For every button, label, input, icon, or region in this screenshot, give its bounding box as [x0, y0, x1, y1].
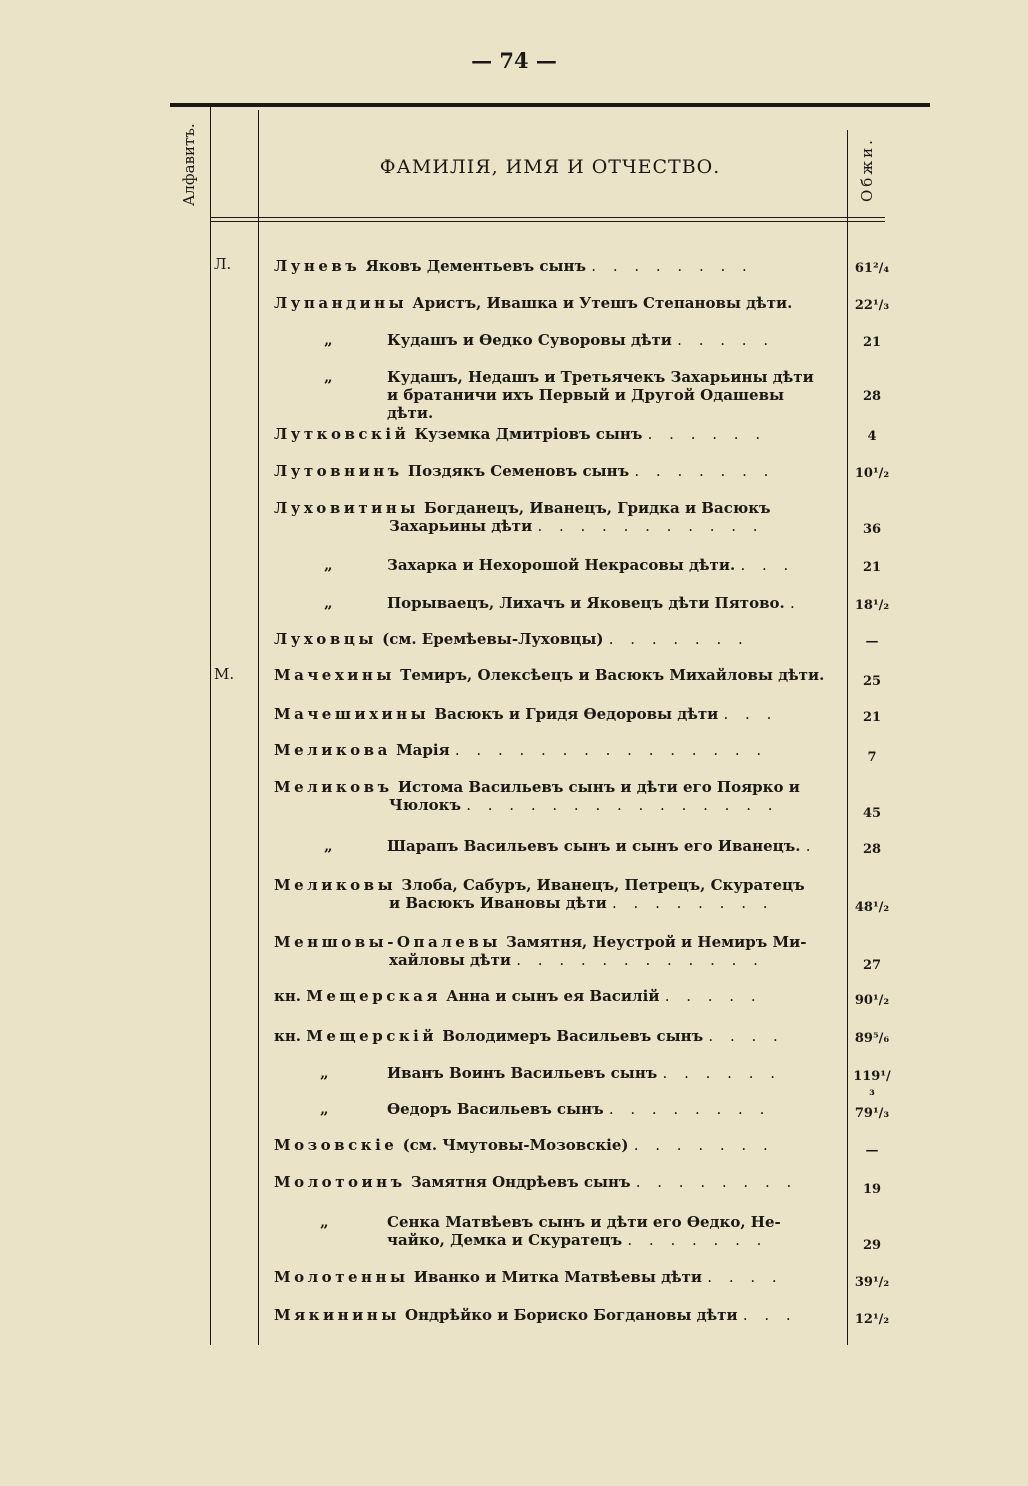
entry-surname: Лутовнинъ [274, 462, 403, 480]
entry-dots: . . . . . . . [634, 462, 775, 480]
entry-volume: 18¹/₂ [854, 598, 890, 613]
entry-volume: 12¹/₂ [854, 1312, 890, 1327]
entry-row [274, 705, 834, 723]
alphabet-letter: Л. [214, 255, 232, 273]
entry-volume: 45 [862, 806, 882, 821]
entry-volume: 48¹/₂ [854, 900, 890, 915]
entry-row [274, 1064, 834, 1082]
entry-volume: 4 [867, 429, 877, 444]
entry-volume: 25 [862, 674, 882, 689]
entry-volume: 89⁵/₆ [854, 1031, 890, 1046]
entry-volume: 21 [862, 560, 882, 575]
column-divider-alphabet [210, 107, 211, 1345]
entry-text: Ондрѣйко и Бориско Богдановы дѣти [405, 1306, 738, 1324]
entry-row [274, 425, 834, 443]
entry-text: Сенка Матвѣевъ сынъ и дѣти его Ѳедко, Не- [387, 1213, 781, 1231]
entry-text: Злоба, Сабуръ, Иванецъ, Петрецъ, Скуратецъ [401, 876, 805, 894]
entry-surname: Меншовы-Опалевы [274, 933, 501, 951]
entry-row [274, 594, 834, 612]
entry-surname: Меликова [274, 741, 391, 759]
entry-row [274, 630, 834, 648]
entry-text: (см. Еремѣевы-Луховцы) [382, 630, 604, 648]
entry-row [274, 1100, 834, 1118]
entry-dots: . [805, 837, 817, 855]
ditto-mark: „ [324, 368, 333, 386]
entry-text: Порываецъ, Лихачъ и Яковецъ дѣти Пятово. [387, 594, 785, 612]
entry-dots: . . . . [707, 1268, 783, 1286]
entry-row [274, 1027, 834, 1045]
entry-surname: Мачешихины [274, 705, 430, 723]
entry-surname: Мачехины [274, 666, 395, 684]
entry-volume: 28 [862, 842, 882, 857]
entry-text: Ѳедоръ Васильевъ сынъ [387, 1100, 604, 1118]
entry-text: Аристъ, Ивашка и Утешъ Степановы дѣти. [412, 294, 793, 312]
entry-volume: 10¹/₂ [854, 466, 890, 481]
entry-row [274, 778, 834, 814]
entry-dots: . . . . . . . [627, 1231, 768, 1249]
entry-dots: . . . . . . . . [608, 1100, 771, 1118]
entry-dots: . . . [742, 1306, 797, 1324]
entry-row [274, 1213, 834, 1249]
entry-surname: Мещерскій [306, 1027, 437, 1045]
entry-volume: — [865, 634, 879, 649]
entry-row [274, 1173, 834, 1191]
entry-surname: Луховцы [274, 630, 377, 648]
entry-row [274, 876, 834, 912]
entry-dots: . . . . . . . . . . . [537, 517, 764, 535]
ditto-mark: „ [324, 556, 333, 574]
entry-volume: 21 [862, 335, 882, 350]
entry-dots: . . . . . . . . . . . . . . . [466, 796, 779, 814]
entry-row [274, 331, 834, 349]
entry-row [274, 837, 834, 855]
entry-dots: . . . . . . . . . . . . [516, 951, 764, 969]
column-divider-volume [847, 130, 848, 1345]
entry-surname: Лутковскій [274, 425, 410, 443]
entry-surname: Молотоинъ [274, 1173, 406, 1191]
entry-text: Иванъ Воинъ Васильевъ сынъ [387, 1064, 658, 1082]
entry-volume: 61²/₄ [854, 261, 890, 276]
entry-text: Богданецъ, Иванецъ, Гридка и Васюкъ [424, 499, 771, 517]
header-alphabet: Алфавитъ. [180, 123, 198, 207]
entry-text: Марія [396, 741, 450, 759]
entry-volume: 29 [862, 1238, 882, 1253]
entry-dots: . . . . . . [647, 425, 767, 443]
ditto-mark: „ [324, 594, 333, 612]
entry-text: Захарка и Нехорошой Некрасовы дѣти. [387, 556, 736, 574]
top-rule [170, 103, 930, 107]
entry-text: Куземка Дмитріовъ сынъ [414, 425, 643, 443]
entry-text: Замятня, Неустрой и Немиръ Ми- [506, 933, 807, 951]
entry-volume: 28 [862, 389, 882, 404]
entry-row [274, 666, 834, 684]
entry-surname: Мозовскіе [274, 1136, 398, 1154]
entry-text: Васюкъ и Гридя Ѳедоровы дѣти [434, 705, 719, 723]
entry-volume: 19 [862, 1182, 882, 1197]
entry-text-continued: и братаничи ихъ Первый и Другой Одашевы дѣти. [387, 386, 785, 422]
entry-dots: . . . . . . . . [635, 1173, 798, 1191]
entry-text-continued: хайловы дѣти [389, 951, 512, 969]
entry-row [274, 368, 834, 422]
entry-dots: . . . . [708, 1027, 784, 1045]
alphabet-letter: М. [214, 665, 235, 683]
ditto-mark: „ [320, 1064, 329, 1082]
entry-dots: . . . . . . . . . . . . . . . [454, 741, 768, 759]
entry-prefix: кн. [274, 1027, 302, 1045]
entry-text: Володимеръ Васильевъ сынъ [442, 1027, 704, 1045]
entry-prefix: кн. [274, 987, 302, 1005]
entry-text: Темиръ, Олексѣецъ и Васюкъ Михайловы дѣти. [400, 666, 825, 684]
entry-text: Кудашъ, Недашъ и Третьячекъ Захарьины дѣти [387, 368, 814, 386]
entry-row [274, 1136, 834, 1154]
entry-dots: . . . . . . . . [612, 894, 774, 912]
ditto-mark: „ [324, 837, 333, 855]
entry-surname: Молотенны [274, 1268, 409, 1286]
page-number: — 74 — [471, 48, 557, 73]
entry-text-continued: и Васюкъ Ивановы дѣти [389, 894, 607, 912]
ditto-mark: „ [320, 1100, 329, 1118]
entry-surname: Луневъ [274, 257, 361, 275]
entry-volume: 36 [862, 522, 882, 537]
entry-row [274, 933, 834, 969]
header-volume: Обжи. [858, 137, 876, 202]
entry-dots: . . . . . [677, 331, 775, 349]
entry-row [274, 556, 834, 574]
entry-volume: 7 [867, 750, 877, 765]
entry-volume: 22¹/₃ [854, 298, 890, 313]
entry-surname: Меликовъ [274, 778, 393, 796]
entry-text: Кудашъ и Ѳедко Суворовы дѣти [387, 331, 672, 349]
header-rule [210, 217, 885, 222]
entry-text: Поздякъ Семеновъ сынъ [407, 462, 630, 480]
entry-surname: Меликовы [274, 876, 397, 894]
entry-text: Замятня Ондрѣевъ сынъ [410, 1173, 631, 1191]
entry-row [274, 1268, 834, 1286]
entry-text: Яковъ Дементьевъ сынъ [365, 257, 587, 275]
entry-text: (см. Чмутовы-Мозовскіе) [402, 1136, 629, 1154]
entry-volume: 27 [862, 958, 882, 973]
entry-volume: — [865, 1143, 879, 1158]
ditto-mark: „ [320, 1213, 329, 1231]
entry-text: Истома Васильевъ сынъ и дѣти его Поярко и [397, 778, 800, 796]
entry-surname: Луховитины [274, 499, 419, 517]
entry-row [274, 294, 834, 312]
entry-row [274, 741, 834, 759]
ditto-mark: „ [324, 331, 333, 349]
entry-dots: . . . [740, 556, 795, 574]
entry-volume: 79¹/₃ [854, 1106, 890, 1121]
entry-dots: . [789, 594, 801, 612]
entry-row [274, 1306, 834, 1324]
entry-row [274, 462, 834, 480]
entry-volume: 90¹/₂ [854, 993, 890, 1008]
entry-dots: . . . . . . . . [591, 257, 753, 275]
entry-dots: . . . . . [664, 987, 762, 1005]
entry-dots: . . . . . . . [608, 630, 749, 648]
entry-text: Анна и сынъ ея Василій [446, 987, 660, 1005]
entry-volume: 39¹/₂ [854, 1275, 890, 1290]
entry-text-continued: Чюлокъ [389, 796, 461, 814]
entry-row [274, 499, 834, 535]
entry-row [274, 257, 834, 275]
entry-volume: 119¹/₃ [853, 1069, 891, 1099]
entry-dots: . . . [723, 705, 778, 723]
entry-text: Шарапъ Васильевъ сынъ и сынъ его Иванецъ. [387, 837, 801, 855]
header-name: ФАМИЛІЯ, ИМЯ И ОТЧЕСТВО. [379, 156, 721, 178]
entry-row [274, 987, 834, 1005]
entry-text: Иванко и Митка Матвѣевы дѣти [413, 1268, 703, 1286]
entry-text-continued: Захарьины дѣти [389, 517, 533, 535]
entry-surname: Мякинины [274, 1306, 400, 1324]
entry-surname: Мещерская [306, 987, 441, 1005]
entry-surname: Лупандины [274, 294, 408, 312]
entry-volume: 21 [862, 710, 882, 725]
entry-dots: . . . . . . . [633, 1136, 774, 1154]
column-divider-name [258, 110, 259, 1345]
entry-dots: . . . . . . [662, 1064, 781, 1082]
register-table [170, 100, 930, 1345]
entry-text-continued: чайко, Демка и Скуратецъ [387, 1231, 623, 1249]
